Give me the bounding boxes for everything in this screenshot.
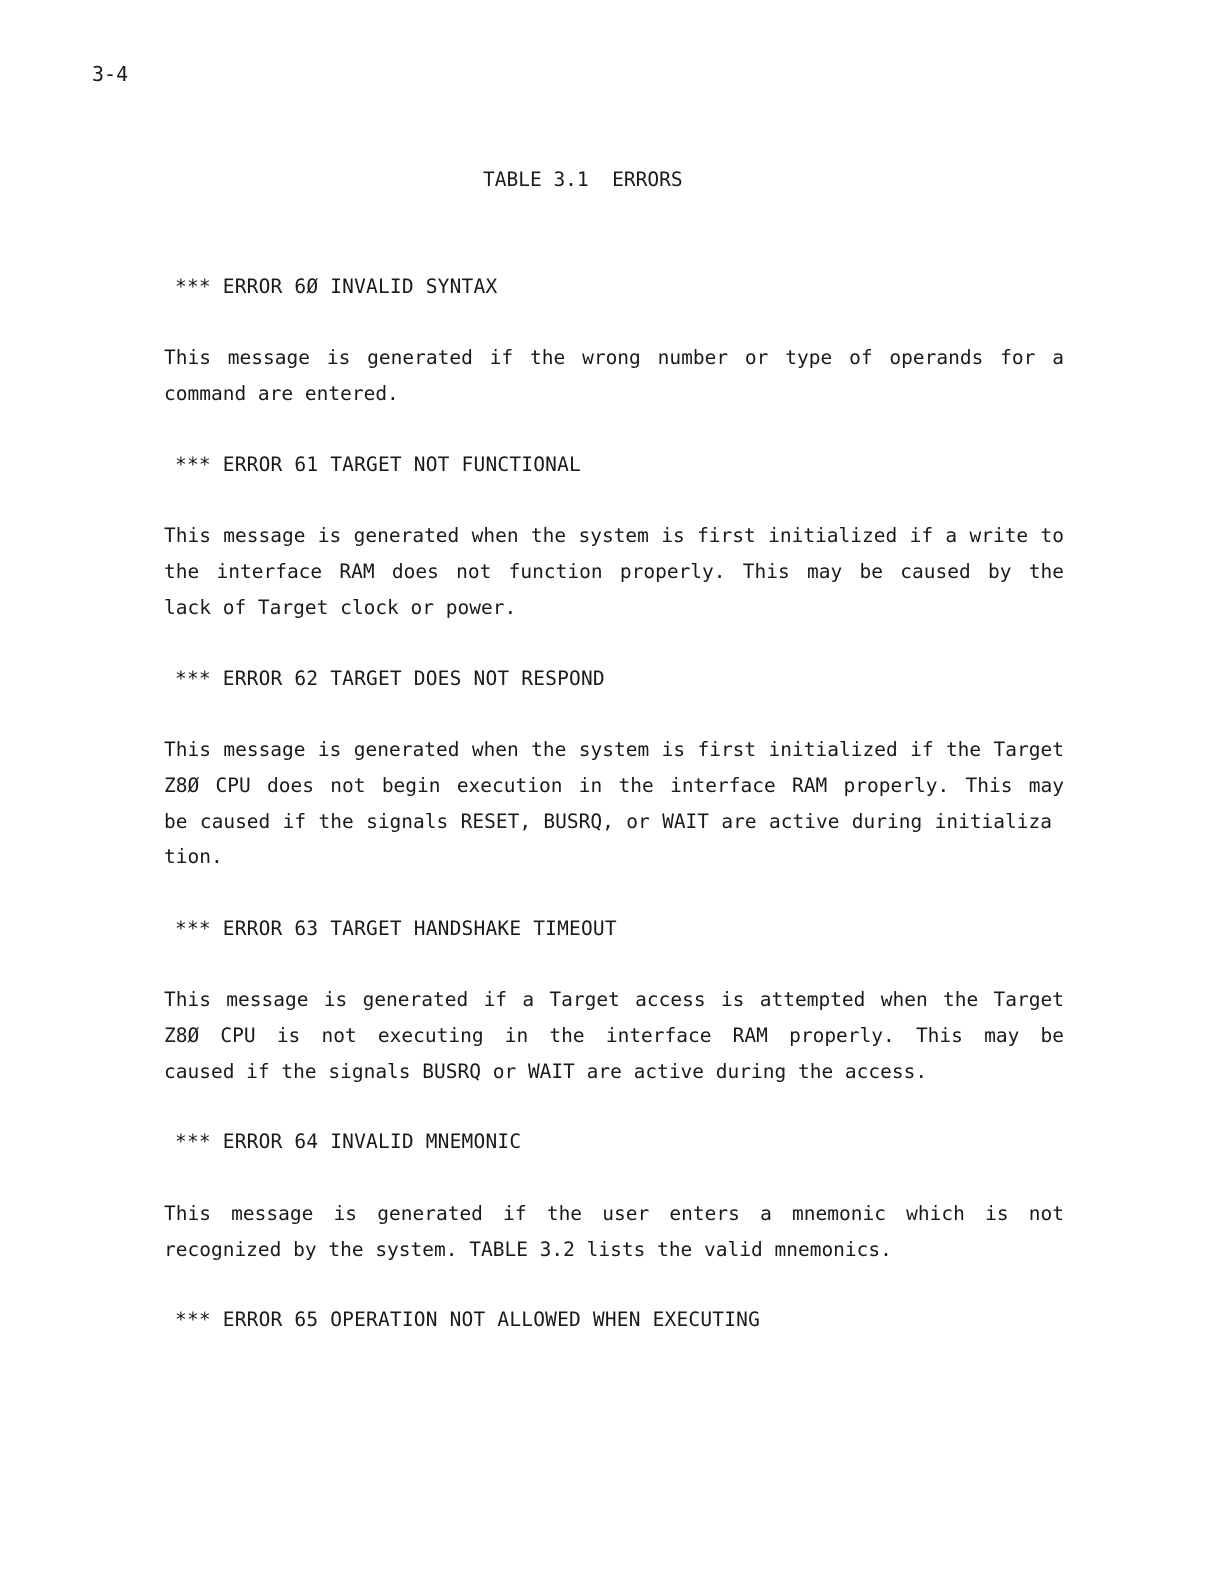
- error-heading: *** ERROR 61 TARGET NOT FUNCTIONAL: [175, 453, 581, 476]
- description-line: This message is generated if the wrong number or type of operands for a: [164, 346, 1064, 369]
- description-line: This message is generated when the system is first initialized if a write to: [164, 524, 1064, 547]
- error-heading: *** ERROR 63 TARGET HANDSHAKE TIMEOUT: [175, 917, 617, 940]
- description-line: the interface RAM does not function properly. This may be caused by the: [164, 559, 1064, 583]
- error-description: [164, 982, 1064, 1089]
- description-line: Z8Ø CPU does not begin execution in the interface RAM properly. This may: [164, 773, 1064, 797]
- description-line: be caused if the signals RESET, BUSRQ, or WAIT are active during initializa: [164, 809, 1052, 833]
- description-line: This message is generated if the user enters a mnemonic which is not: [164, 1202, 1064, 1225]
- description-line: This message is generated if a Target access is attempted when the Target: [164, 988, 1064, 1011]
- description-line: recognized by the system. TABLE 3.2 lists the valid mnemonics.: [164, 1237, 892, 1261]
- description-line: caused if the signals BUSRQ or WAIT are active during the access.: [164, 1059, 928, 1083]
- error-heading: *** ERROR 64 INVALID MNEMONIC: [175, 1130, 522, 1153]
- description-line: This message is generated when the system is first initialized if the Target: [164, 738, 1064, 761]
- description-line: command are entered.: [164, 381, 399, 405]
- page-number: 3-4: [92, 62, 129, 86]
- description-line: tion.: [164, 845, 223, 869]
- error-description: [164, 732, 1064, 875]
- error-description: [164, 340, 1064, 412]
- description-line: Z8Ø CPU is not executing in the interface RAM properly. This may be: [164, 1023, 1064, 1047]
- error-heading: *** ERROR 62 TARGET DOES NOT RESPOND: [175, 667, 605, 690]
- error-description: [164, 518, 1064, 625]
- error-description: [164, 1196, 1064, 1268]
- error-heading: *** ERROR 65 OPERATION NOT ALLOWED WHEN EXECUTING: [175, 1308, 761, 1331]
- description-line: lack of Target clock or power.: [164, 595, 517, 619]
- error-heading: *** ERROR 6Ø INVALID SYNTAX: [175, 275, 498, 298]
- table-title: TABLE 3.1 ERRORS: [483, 168, 683, 191]
